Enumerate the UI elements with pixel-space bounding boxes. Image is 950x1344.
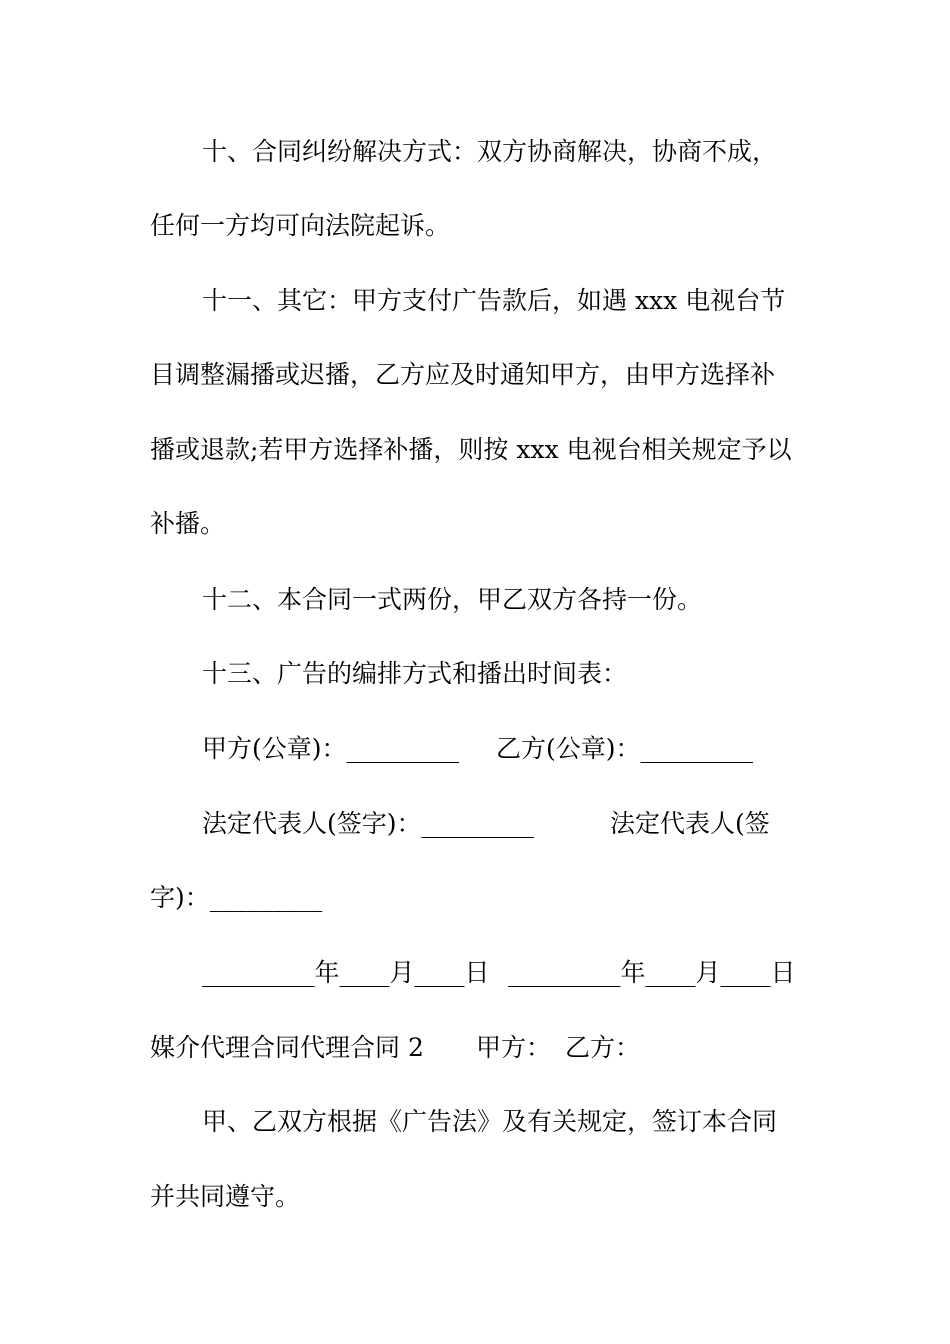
clause-11-line-3: 播或退款;若甲方选择补播，则按 xxx 电视台相关规定予以 <box>150 435 792 464</box>
clause-12: 十二、本合同一式两份，甲乙双方各持一份。 <box>202 585 703 614</box>
legal-rep-a-field: 法定代表人(签字)：_________ <box>202 809 535 838</box>
legal-rep-b-field-part2: 字)：_________ <box>150 883 323 912</box>
next-intro-line-2: 并共同遵守。 <box>150 1182 301 1211</box>
clause-13: 十三、广告的编排方式和播出时间表： <box>202 659 628 688</box>
clause-11-line-1: 十一、其它：甲方支付广告款后，如遇 xxx 电视台节 <box>202 286 786 315</box>
clause-11-line-2: 目调整漏播或迟播，乙方应及时通知甲方，由甲方选择补 <box>150 360 776 389</box>
next-party-a-label: 甲方： <box>476 1033 552 1062</box>
legal-rep-b-field-part1: 法定代表人(签 <box>610 809 770 838</box>
party-a-seal-field: 甲方(公章)：_________ <box>202 734 460 763</box>
next-intro-line-1: 甲、乙双方根据《广告法》及有关规定，签订本合同 <box>202 1107 778 1136</box>
next-party-b-label: 乙方： <box>565 1033 641 1062</box>
clause-10-line-2: 任何一方均可向法院起诉。 <box>150 211 451 240</box>
clause-10-line-1: 十、合同纠纷解决方式：双方协商解决，协商不成， <box>202 137 778 166</box>
date-a-field: _________年____月____日 <box>202 958 490 987</box>
date-b-field: _________年____月____日 <box>508 958 796 987</box>
clause-11-line-4: 补播。 <box>150 509 226 538</box>
party-b-seal-field: 乙方(公章)：_________ <box>496 734 754 763</box>
next-contract-heading: 媒介代理合同代理合同 2 <box>150 1033 424 1062</box>
